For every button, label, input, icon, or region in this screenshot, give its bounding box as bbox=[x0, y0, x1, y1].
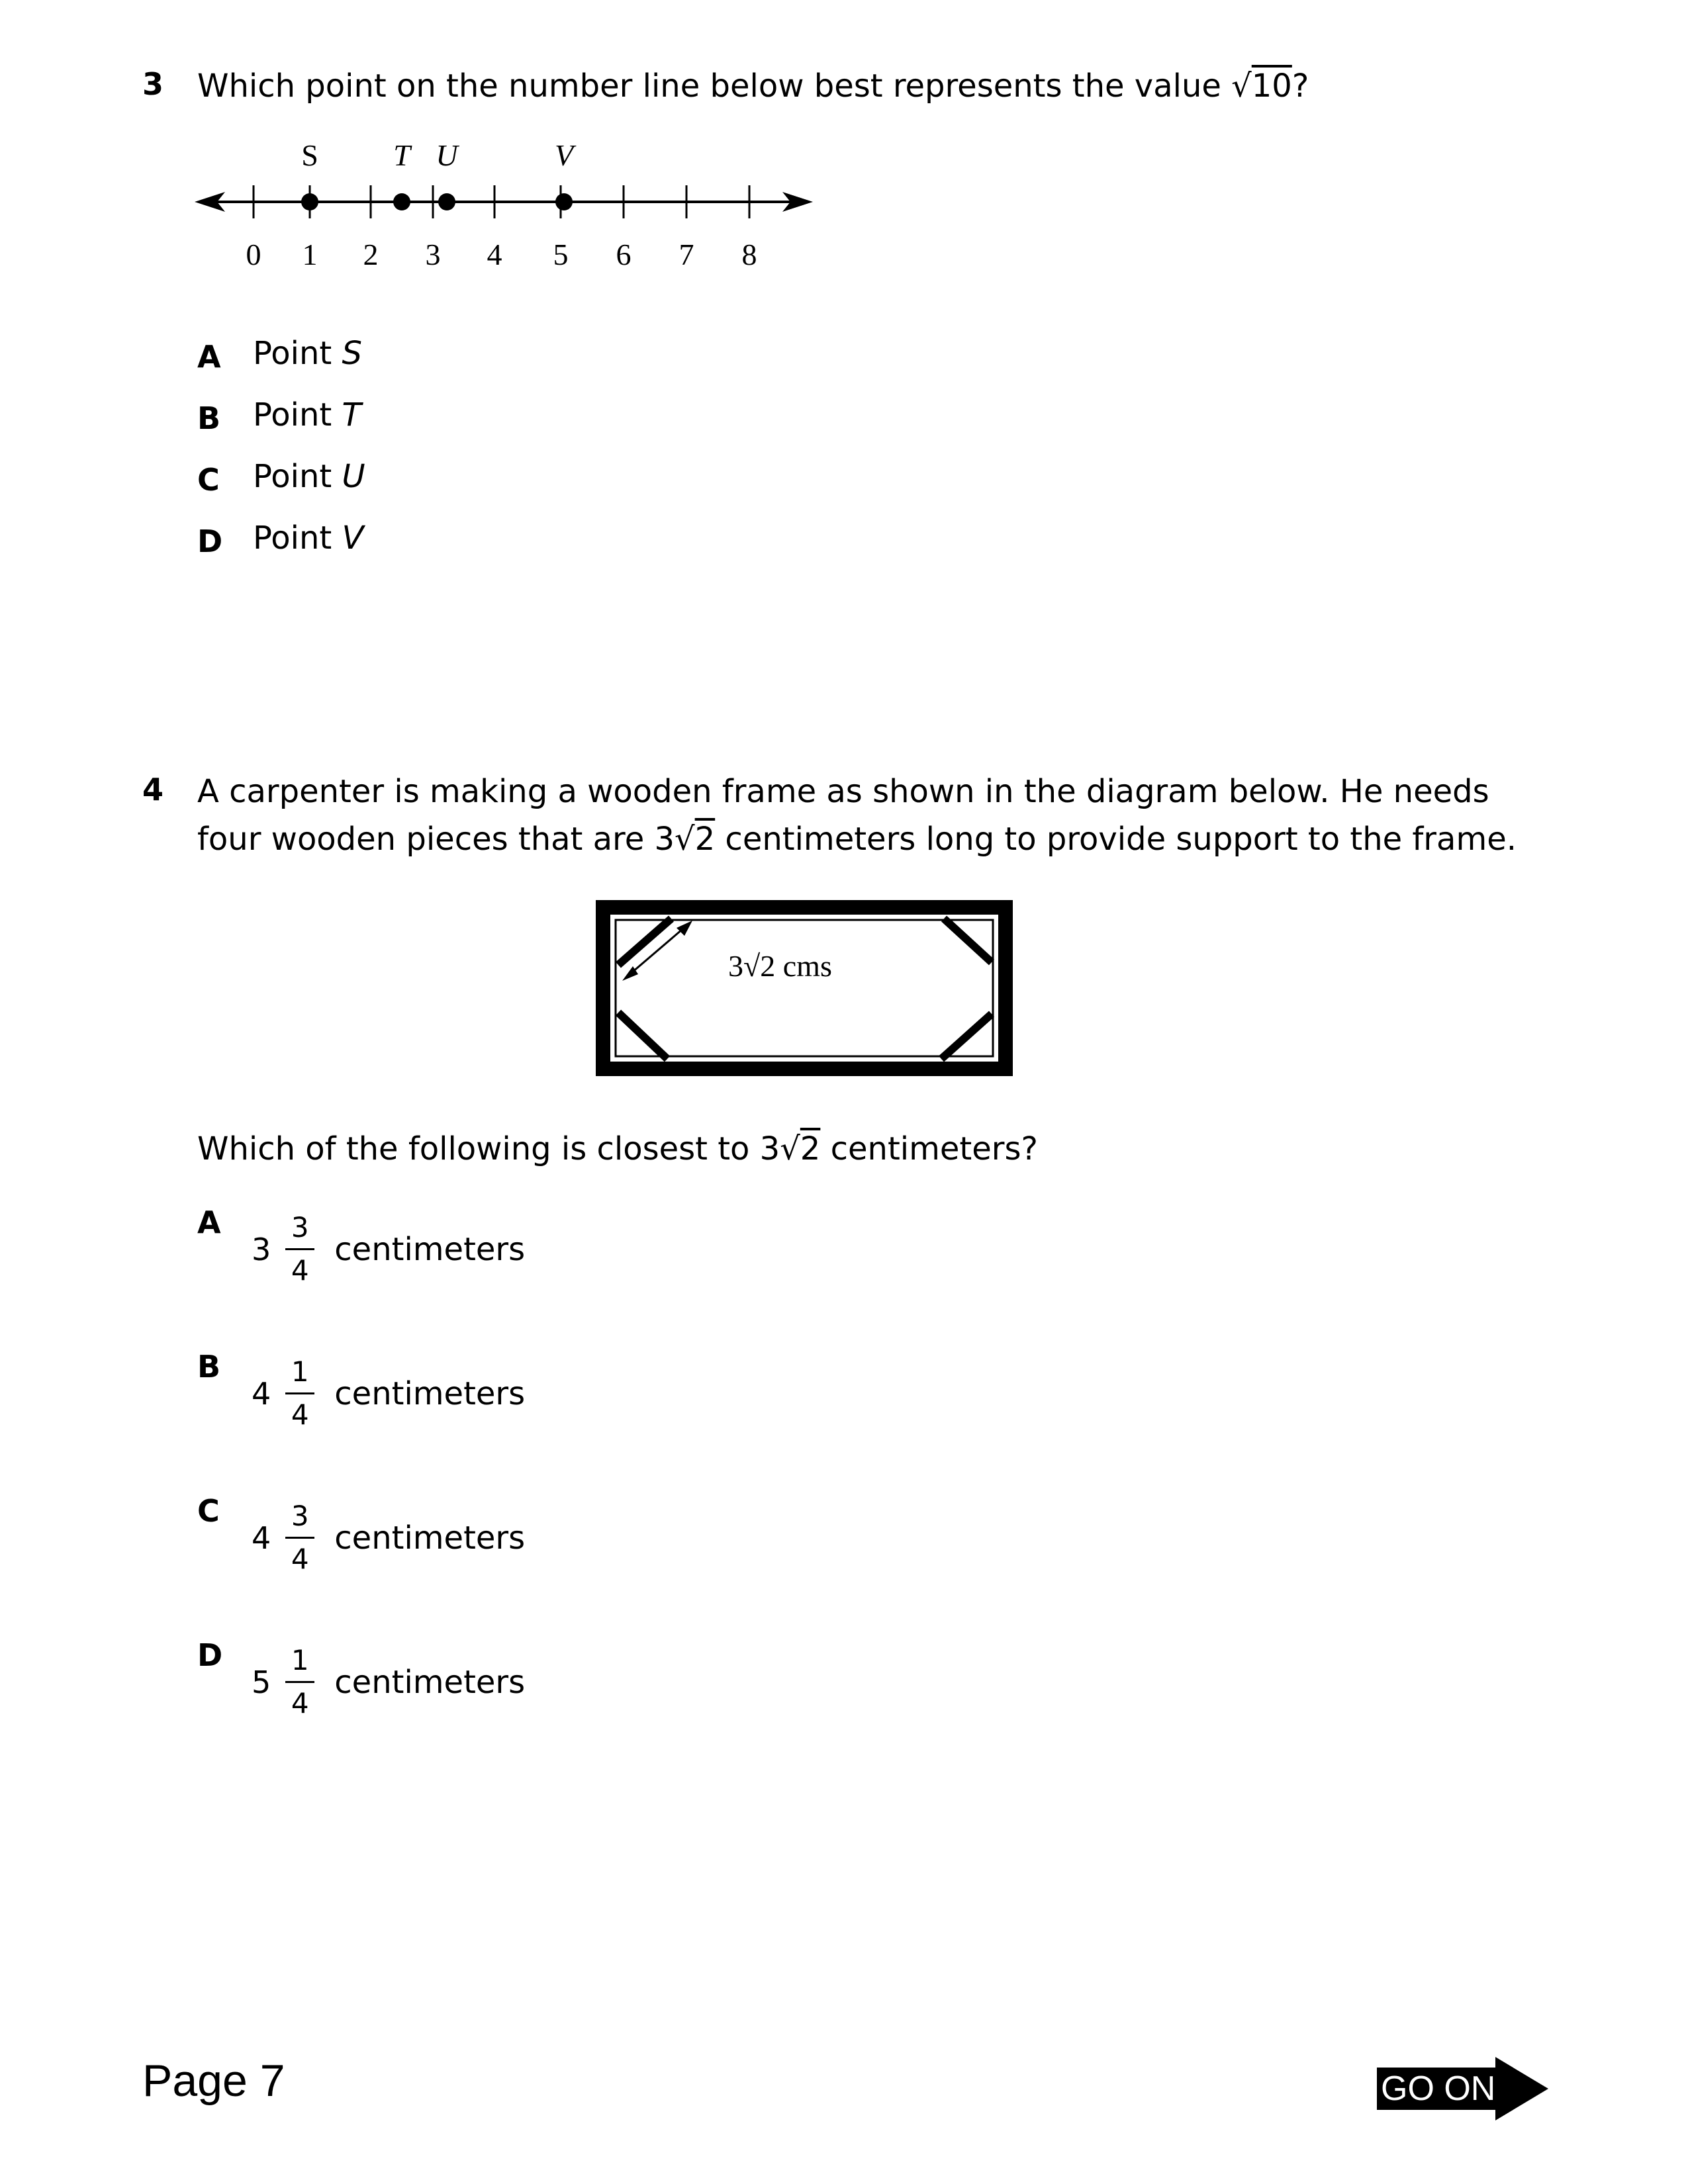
q4-choice-c-fraction bbox=[285, 1500, 314, 1576]
question-4-question-radicand: 2 bbox=[800, 1130, 821, 1167]
q3-choice-b-text: Point bbox=[253, 396, 342, 433]
q3-choice-d-letter[interactable]: D bbox=[197, 523, 223, 559]
page-number: Page 7 bbox=[142, 2056, 285, 2106]
question-4-stem bbox=[197, 768, 1548, 863]
q3-choice-d-point: V bbox=[342, 520, 364, 557]
question-4-stem-part2: centimeters long to provide support to the frame. bbox=[715, 821, 1517, 858]
frame-inner-opening bbox=[610, 915, 998, 1062]
point-label-v: V bbox=[554, 138, 574, 172]
q4-choice-b[interactable] bbox=[252, 1355, 525, 1432]
tick-label-3: 3 bbox=[425, 238, 441, 271]
q4-choice-c-unit: centimeters bbox=[334, 1519, 526, 1557]
q3-choice-d-text: Point bbox=[253, 520, 342, 557]
point-v-dot bbox=[555, 193, 573, 210]
q4-choice-c-whole: 4 bbox=[252, 1520, 271, 1556]
point-label-t: T bbox=[393, 138, 410, 172]
q4-choice-a-fraction bbox=[285, 1211, 314, 1287]
q4-choice-c-letter[interactable]: C bbox=[197, 1493, 220, 1529]
question-4-question-part2: centimeters? bbox=[820, 1130, 1038, 1167]
q4-choice-a-whole: 3 bbox=[252, 1231, 271, 1267]
question-3-text bbox=[197, 62, 1309, 110]
question-3-radical: √ bbox=[1231, 68, 1252, 105]
number-line bbox=[185, 132, 834, 285]
tick-label-2: 2 bbox=[363, 238, 379, 271]
q3-choice-a-letter[interactable]: A bbox=[197, 339, 221, 375]
fraction-bar bbox=[285, 1392, 314, 1394]
point-label-s: S bbox=[301, 138, 318, 172]
question-3-text-before: Which point on the number line below best represents the value bbox=[197, 68, 1232, 105]
q3-choice-a[interactable] bbox=[253, 335, 362, 372]
question-4-radicand: 2 bbox=[694, 821, 716, 858]
q4-choice-c-denominator: 4 bbox=[291, 1543, 309, 1575]
question-3-text-after: ? bbox=[1291, 68, 1309, 105]
q3-choice-c-text: Point bbox=[253, 458, 342, 495]
tick-label-6: 6 bbox=[616, 238, 632, 271]
q3-choice-c[interactable] bbox=[253, 458, 365, 495]
question-4-stem-part1: A carpenter is making a wooden frame as shown in the diagram below. He needs four wooden pieces that are 3 bbox=[197, 773, 1489, 858]
right-arrow-icon bbox=[1495, 2057, 1548, 2120]
question-4-number: 4 bbox=[142, 772, 164, 807]
q4-choice-d-fraction bbox=[285, 1644, 314, 1720]
fraction-bar bbox=[285, 1537, 314, 1539]
go-on-button[interactable] bbox=[1377, 2057, 1548, 2120]
point-t-dot bbox=[393, 193, 410, 210]
q4-choice-d-denominator: 4 bbox=[291, 1687, 309, 1719]
tick-label-5: 5 bbox=[553, 238, 569, 271]
fraction-bar bbox=[285, 1681, 314, 1683]
question-3-radicand: 10 bbox=[1251, 68, 1292, 105]
q3-choice-a-point: S bbox=[342, 335, 362, 372]
q4-choice-a-unit: centimeters bbox=[334, 1230, 526, 1268]
q4-choice-b-denominator: 4 bbox=[291, 1398, 309, 1431]
point-s-dot bbox=[301, 193, 318, 210]
q3-choice-b-letter[interactable]: B bbox=[197, 400, 221, 436]
q4-choice-b-fraction bbox=[285, 1355, 314, 1432]
tick-label-0: 0 bbox=[246, 238, 261, 271]
wooden-frame-diagram bbox=[589, 893, 1019, 1085]
q3-choice-b[interactable] bbox=[253, 396, 361, 433]
q4-choice-d-unit: centimeters bbox=[334, 1663, 526, 1701]
fraction-bar bbox=[285, 1248, 314, 1250]
q4-choice-d[interactable] bbox=[252, 1644, 525, 1720]
q4-choice-a-letter[interactable]: A bbox=[197, 1205, 221, 1240]
question-4-question-part1: Which of the following is closest to 3 bbox=[197, 1130, 780, 1167]
question-4-question bbox=[197, 1125, 1038, 1173]
q4-choice-b-unit: centimeters bbox=[334, 1375, 526, 1412]
q4-choice-b-whole: 4 bbox=[252, 1375, 271, 1412]
q4-choice-b-numerator: 1 bbox=[291, 1355, 309, 1388]
q4-choice-c[interactable] bbox=[252, 1500, 525, 1576]
q4-choice-d-whole: 5 bbox=[252, 1664, 271, 1700]
q4-choice-a[interactable] bbox=[252, 1211, 525, 1287]
question-4-question-radical: √ bbox=[780, 1130, 800, 1167]
q3-choice-c-letter[interactable]: C bbox=[197, 462, 220, 498]
diagram-label: 3√2 cms bbox=[728, 949, 832, 983]
tick-label-7: 7 bbox=[679, 238, 694, 271]
point-label-u: U bbox=[436, 138, 458, 172]
q3-choice-d[interactable] bbox=[253, 520, 363, 557]
tick-label-1: 1 bbox=[302, 238, 318, 271]
q3-choice-c-point: U bbox=[342, 458, 365, 495]
q4-choice-a-denominator: 4 bbox=[291, 1254, 309, 1287]
q3-choice-a-text: Point bbox=[253, 335, 342, 372]
q3-choice-b-point: T bbox=[342, 396, 361, 433]
tick-label-8: 8 bbox=[741, 238, 757, 271]
q4-choice-d-letter[interactable]: D bbox=[197, 1637, 223, 1673]
q4-choice-a-numerator: 3 bbox=[291, 1211, 309, 1244]
tick-label-4: 4 bbox=[487, 238, 502, 271]
q4-choice-d-numerator: 1 bbox=[291, 1644, 309, 1676]
question-3-number: 3 bbox=[142, 66, 164, 102]
go-on-label: GO ON bbox=[1377, 2068, 1499, 2110]
q4-choice-c-numerator: 3 bbox=[291, 1500, 309, 1532]
question-4-radical: √ bbox=[675, 821, 695, 858]
point-u-dot bbox=[438, 193, 455, 210]
q4-choice-b-letter[interactable]: B bbox=[197, 1349, 221, 1385]
